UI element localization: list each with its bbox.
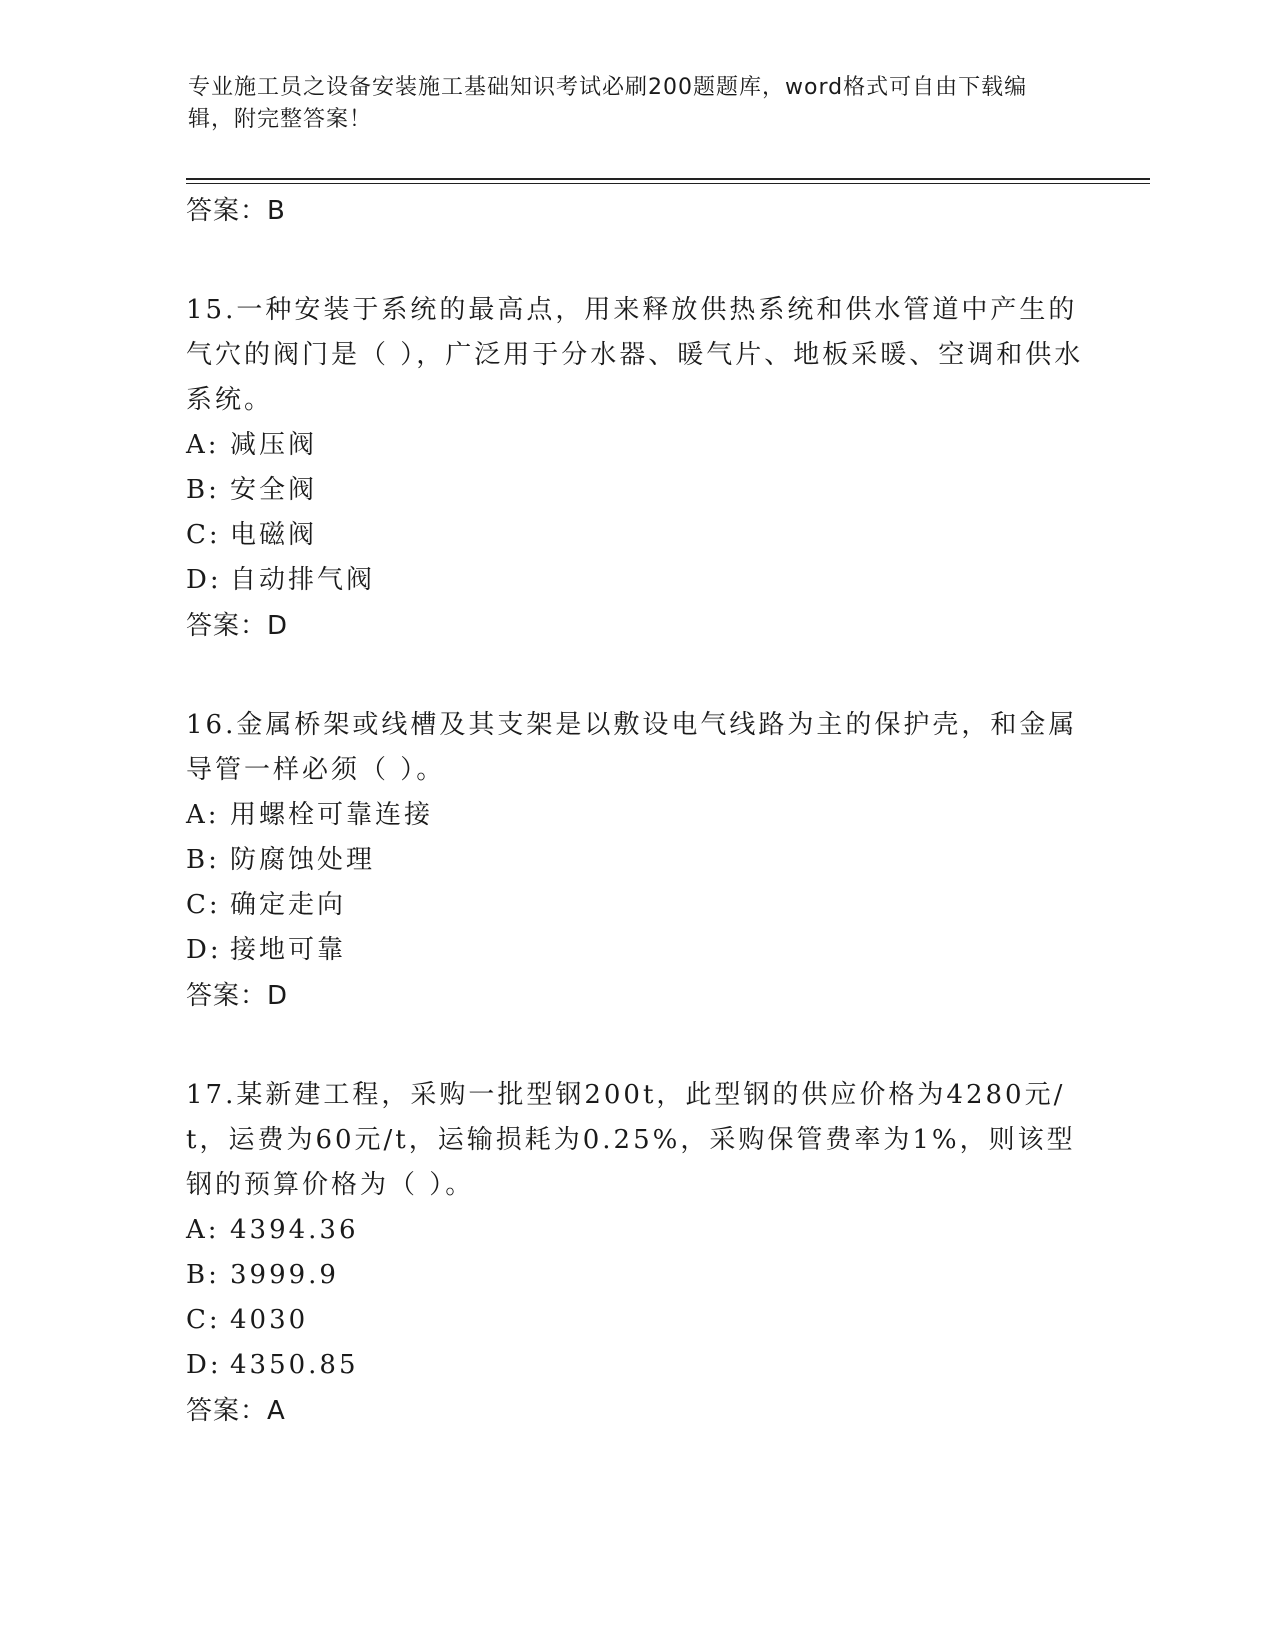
option-text: 4030 (230, 1305, 309, 1335)
header-divider-thin (186, 183, 1150, 184)
option-text: 电磁阀 (230, 520, 318, 550)
option-letter: B: (186, 475, 220, 505)
answer-label: 答案：B (186, 196, 286, 226)
option-text: 用螺栓可靠连接 (230, 800, 434, 830)
option-d (186, 558, 1086, 603)
option-letter: A: (186, 800, 220, 830)
option-b (186, 838, 1086, 883)
option-b (186, 1253, 1086, 1298)
page-header: 专业施工员之设备安装施工基础知识考试必刷200题题库，word格式可自由下载编辑，附完整答案！ (188, 75, 1028, 132)
option-letter: C: (186, 890, 221, 920)
option-letter: B: (186, 1260, 220, 1290)
option-text: 安全阀 (230, 475, 318, 505)
option-text: 自动排气阀 (230, 565, 376, 595)
option-text: 3999.9 (230, 1260, 339, 1290)
option-text: 接地可靠 (230, 935, 347, 965)
option-letter: B: (186, 845, 220, 875)
question-item (186, 288, 1086, 649)
option-c (186, 513, 1086, 558)
option-letter: A: (186, 1215, 220, 1245)
option-letter: A: (186, 430, 220, 460)
question-stem: 17.某新建工程，采购一批型钢200t，此型钢的供应价格为4280元/t，运费为60元/t，运输损耗为0.25%，采购保管费率为1%，则该型钢的预算价格为（ ）。 (186, 1080, 1076, 1200)
option-a (186, 793, 1086, 838)
option-text: 4394.36 (230, 1215, 359, 1245)
option-text: 4350.85 (230, 1350, 359, 1380)
option-d (186, 1343, 1086, 1388)
option-c (186, 1298, 1086, 1343)
option-letter: C: (186, 520, 221, 550)
option-text: 防腐蚀处理 (230, 845, 376, 875)
option-a (186, 423, 1086, 468)
option-b (186, 468, 1086, 513)
option-letter: D: (186, 1350, 222, 1380)
question-stem: 15.一种安装于系统的最高点，用来释放供热系统和供水管道中产生的气穴的阀门是（ ），广泛用于分水器、暖气片、地板采暖、空调和供水系统。 (186, 295, 1084, 415)
answer-label: 答案：D (186, 611, 289, 641)
option-text: 减压阀 (230, 430, 318, 460)
question-item (186, 1073, 1086, 1434)
option-letter: D: (186, 565, 222, 595)
question-list (186, 188, 1086, 1434)
option-letter: D: (186, 935, 222, 965)
option-a (186, 1208, 1086, 1253)
option-text: 确定走向 (230, 890, 347, 920)
header-divider (186, 178, 1150, 180)
answer-label: 答案：D (186, 981, 289, 1011)
option-d (186, 928, 1086, 973)
question-stem: 16.金属桥架或线槽及其支架是以敷设电气线路为主的保护壳，和金属导管一样必须（ ）。 (186, 710, 1078, 785)
option-c (186, 883, 1086, 928)
option-letter: C: (186, 1305, 221, 1335)
answer-label: 答案：A (186, 1396, 286, 1426)
question-item (186, 703, 1086, 1019)
